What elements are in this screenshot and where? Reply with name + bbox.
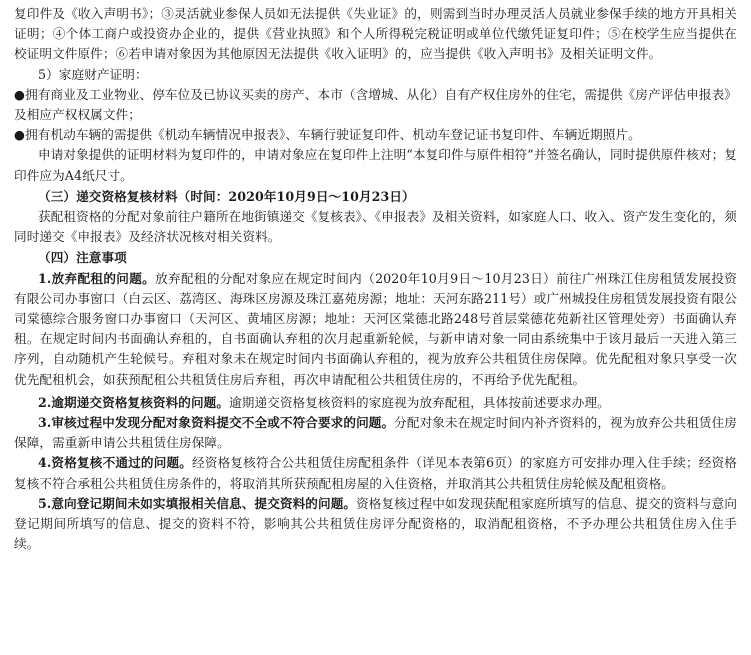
note-1 — [14, 269, 737, 390]
note-1-title: 1.放弃配租的问题。 — [38, 270, 156, 286]
property-heading: 5）家庭财产证明： — [38, 66, 148, 82]
note-1-body: 放弃配租的分配对象应在规定时间内（2020年10月9日～10月23日）前往广州珠江住房租赁发展投资有限公司办事窗口（白云区、荔湾区、海珠区房源及珠江嘉苑房源；地址：天河东路211号）或广州城投住房租赁发展投资有限公司棠德综合服务窗口办事窗口（天河区、黄埔区房源；地址：天河区棠德北路248号首层棠德花苑新社区管理处旁）书面确认弃租。在规定时间内书面确认弃租的，自书面确认弃租的次月起重新轮候，与新申请对象一同由系统集中于该月最后一天进入第三序列，自动随机产生轮候号。弃租对象未在规定时间内书面确认弃租的，视为放弃公共租赁住房保障。优先配租对象只享受一次优先配租机会，如获预配租公共租赁住房后弃租，再次申请配租公共租赁住房的，不再给予优先配租。 — [14, 270, 737, 387]
note-2 — [14, 393, 737, 413]
note-4 — [14, 453, 737, 493]
note-5-title: 5.意向登记期间未如实填报相关信息、提交资料的问题。 — [38, 495, 357, 511]
note-3-title: 3.审核过程中发现分配对象资料提交不全或不符合要求的问题。 — [38, 415, 395, 431]
section-3-body: 获配租资格的分配对象前往户籍所在地街镇递交《复核表》、《申报表》及相关资料，如家庭人口、收入、资产发生变化的，须同时递交《申报表》及经济状况核对相关资料。 — [14, 209, 737, 245]
note-4-title: 4.资格复核不通过的问题。 — [38, 455, 193, 471]
section-4-title: （四）注意事项 — [38, 250, 127, 266]
note-3-body: 分配对象未在规定时间内补齐资料的，视为放弃公共租赁住房保障，需重新申请公共租赁住房保障。 — [14, 415, 737, 451]
note-5-body: 资格复核过程中如发现获配租家庭所填写的信息、提交的资料与意向登记期间所填写的信息、提交的资料不符，影响其公共租赁住房评分配资格的，取消配租资格，不予办理公共租赁住房入住手续。 — [14, 495, 738, 552]
intro-paragraph: 复印件及《收入声明书》；③灵活就业参保人员如无法提供《失业证》的，则需到当时办理灵活人员就业参保手续的地方开具相关证明；④个体工商户或投资办企业的，提供《营业执照》和个人所得税完税证明或单位代缴凭证复印件；⑤在校学生应当提供在校证明文件原件；⑥若申请对象因为其他原因无法提供《收入证明》的，应当提供《收入声明书》及相关证明文件。 — [14, 6, 737, 62]
property-item-1: ●拥有商业及工业物业、停车位及已协议买卖的房产、本市（含增城、从化）自有产权住房外的住宅，需提供《房产评估申报表》及相应产权权属文件； — [14, 86, 737, 123]
note-2-title: 2.逾期递交资格复核资料的问题。 — [38, 394, 230, 410]
section-3-title: （三）递交资格复核材料（时间：2020年10月9日～10月23日） — [38, 188, 415, 204]
property-item-2: ●拥有机动车辆的需提供《机动车辆情况申报表》、车辆行驶证复印件、机动车登记证书复印件、车辆近期照片。 — [14, 127, 641, 143]
note-5 — [14, 494, 737, 555]
note-3 — [14, 413, 737, 453]
note-4-body: 经资格复核符合公共租赁住房配租条件（详见本表第6页）的家庭方可安排办理入住手续；经资格复核不符合承租公共租赁住房条件的，将取消其所获预配租房屋的入住资格，并取消其公共租赁住房轮候及配租资格。 — [14, 455, 738, 491]
note-2-body: 逾期递交资格复核资料的家庭视为放弃配租，具体按前述要求办理。 — [229, 394, 610, 410]
copy-note-paragraph: 申请对象提供的证明材料为复印件的，申请对象应在复印件上注明“本复印件与原件相符”并签名确认，同时提供原件核对；复印件应为A4纸尺寸。 — [14, 147, 737, 183]
